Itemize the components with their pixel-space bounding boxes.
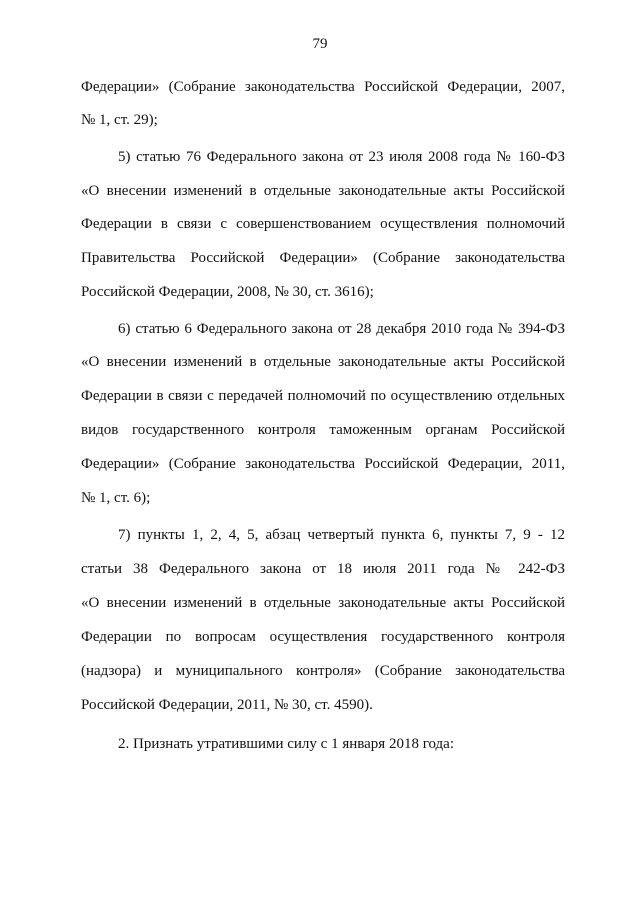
text-line: Федерации в связи с совершенствованием осуществления полномочий	[81, 216, 565, 232]
text-line: Федерации по вопросам осуществления государственного контроля	[81, 629, 565, 645]
text-line: «О внесении изменений в отдельные законодательные акты Российской	[81, 183, 565, 199]
text-line: Правительства Российской Федерации» (Собрание законодательства	[81, 250, 565, 266]
text-line: Федерации» (Собрание законодательства Российской Федерации, 2011,	[81, 456, 565, 472]
text-line: статьи 38 Федерального закона от 18 июля 2011 года № 242-ФЗ	[81, 561, 565, 577]
text-line: Федерации в связи с передачей полномочий по осуществлению отдельных	[81, 388, 565, 404]
text-line: (надзора) и муниципального контроля» (Собрание законодательства	[81, 663, 565, 679]
page-number: 79	[312, 36, 328, 52]
text-line: «О внесении изменений в отдельные законодательные акты Российской	[81, 354, 565, 370]
text-line: Российской Федерации, 2008, № 30, ст. 3616);	[81, 284, 374, 300]
text-line: № 1, ст. 29);	[81, 112, 158, 128]
text-line: «О внесении изменений в отдельные законодательные акты Российской	[81, 595, 565, 611]
text-line: 2. Признать утратившими силу с 1 января 2018 года:	[118, 736, 454, 752]
text-line: видов государственного контроля таможенным органам Российской	[81, 422, 565, 438]
text-line: № 1, ст. 6);	[81, 490, 151, 506]
text-line: 5) статью 76 Федерального закона от 23 июля 2008 года № 160-ФЗ	[118, 149, 565, 165]
text-line: Федерации» (Собрание законодательства Российской Федерации, 2007,	[81, 79, 565, 95]
text-line: 7) пункты 1, 2, 4, 5, абзац четвертый пункта 6, пункты 7, 9 - 12	[118, 527, 565, 543]
text-line: 6) статью 6 Федерального закона от 28 декабря 2010 года № 394-ФЗ	[118, 321, 565, 337]
text-line: Российской Федерации, 2011, № 30, ст. 4590).	[81, 697, 373, 713]
